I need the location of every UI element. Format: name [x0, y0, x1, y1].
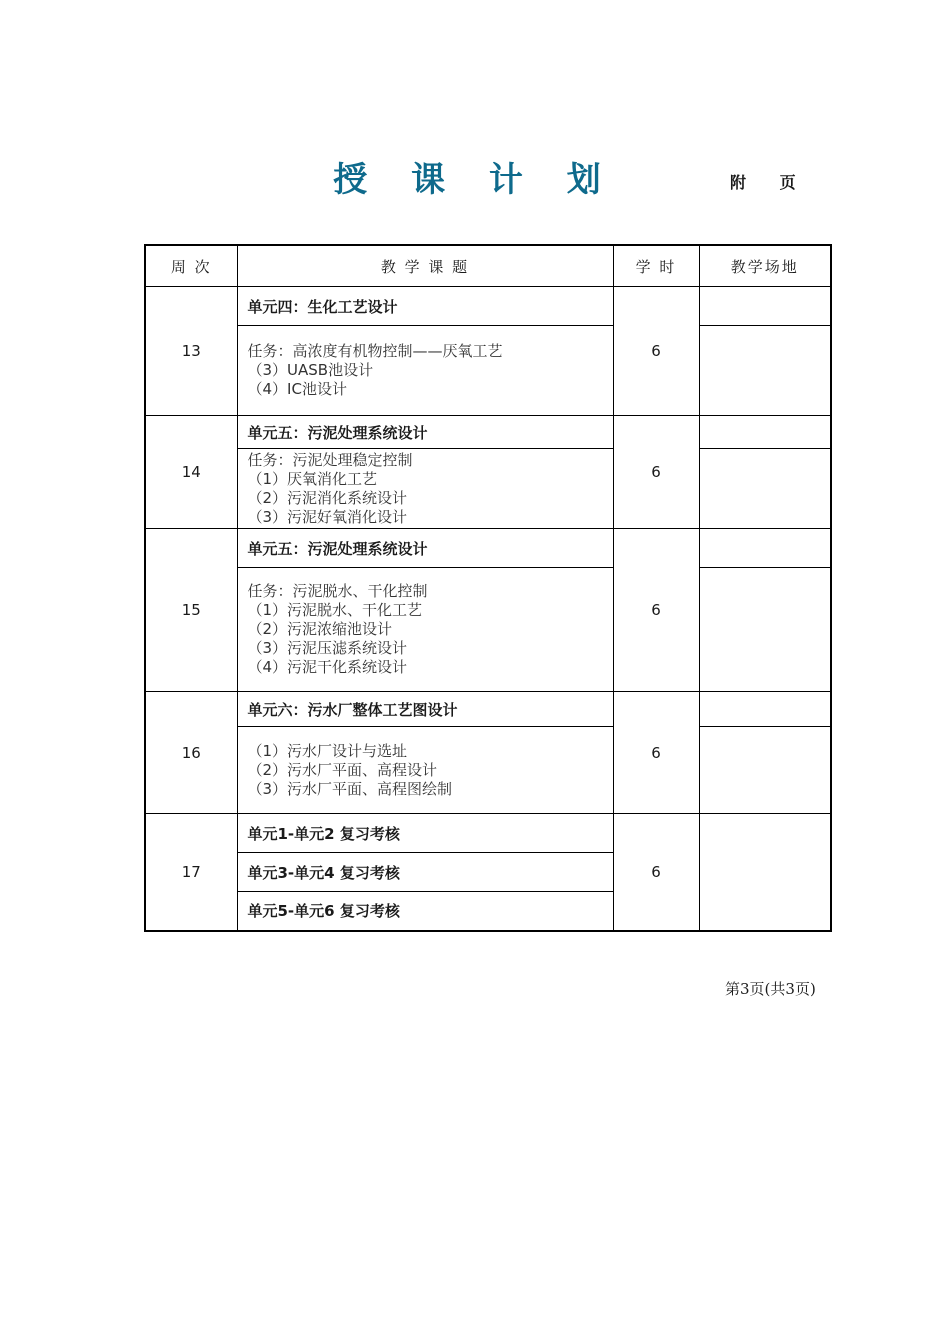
task-line: 任务：污泥处理稳定控制 — [247, 450, 413, 469]
hours-cell: 6 — [613, 529, 699, 692]
task-line: （1）厌氧消化工艺 — [247, 469, 378, 488]
table-row — [145, 529, 831, 568]
review-item: 单元5-单元6 复习考核 — [237, 892, 613, 931]
task-line: （3）污泥好氧消化设计 — [247, 507, 408, 526]
table-row — [145, 449, 831, 529]
table-row — [145, 727, 831, 814]
task-line: （2）污水厂平面、高程设计 — [247, 760, 438, 779]
task-line: （1）污水厂设计与选址 — [247, 741, 408, 760]
task-line: （3）污泥压滤系统设计 — [247, 639, 408, 657]
unit-title: 单元五：污泥处理系统设计 — [237, 416, 613, 449]
review-item: 单元3-单元4 复习考核 — [237, 853, 613, 892]
venue-cell — [699, 814, 831, 931]
venue-cell — [699, 287, 831, 326]
table-row — [145, 326, 831, 416]
venue-cell — [699, 416, 831, 449]
table-row — [145, 692, 831, 727]
week-cell: 15 — [145, 529, 237, 692]
task-line: 任务：高浓度有机物控制——厌氧工艺 — [247, 342, 503, 360]
task-cell — [237, 568, 613, 692]
task-line: （4）污泥干化系统设计 — [247, 658, 408, 676]
task-line: （1）污泥脱水、干化工艺 — [247, 601, 423, 619]
task-cell — [237, 449, 613, 529]
task-line: （3）污水厂平面、高程图绘制 — [247, 779, 453, 798]
header-hours: 学 时 — [613, 245, 699, 287]
header-week: 周 次 — [145, 245, 237, 287]
task-line: （2）污泥浓缩池设计 — [247, 620, 393, 638]
hours-cell: 6 — [613, 814, 699, 931]
task-cell — [237, 326, 613, 416]
venue-cell — [699, 568, 831, 692]
unit-title: 单元四：生化工艺设计 — [237, 287, 613, 326]
header-venue: 教学场地 — [699, 245, 831, 287]
week-cell: 17 — [145, 814, 237, 931]
page-number: 第3页(共3页) — [725, 980, 816, 998]
task-line: 任务：污泥脱水、干化控制 — [247, 582, 428, 600]
table-row — [145, 416, 831, 449]
table-header-row — [145, 245, 831, 287]
hours-cell: 6 — [613, 416, 699, 529]
week-cell: 16 — [145, 692, 237, 814]
table-row — [145, 287, 831, 326]
task-line: （2）污泥消化系统设计 — [247, 488, 408, 507]
unit-title: 单元五：污泥处理系统设计 — [237, 529, 613, 568]
venue-cell — [699, 529, 831, 568]
hours-cell: 6 — [613, 287, 699, 416]
venue-cell — [699, 692, 831, 727]
venue-cell — [699, 326, 831, 416]
venue-cell — [699, 727, 831, 814]
task-line: （3）UASB池设计 — [247, 361, 374, 379]
task-line: （4）IC池设计 — [247, 380, 347, 398]
header-topic: 教 学 课 题 — [237, 245, 613, 287]
unit-title: 单元六：污水厂整体工艺图设计 — [237, 692, 613, 727]
hours-cell: 6 — [613, 692, 699, 814]
venue-cell — [699, 449, 831, 529]
table-row — [145, 568, 831, 692]
schedule-table — [144, 244, 830, 932]
task-cell — [237, 727, 613, 814]
review-item: 单元1-单元2 复习考核 — [237, 814, 613, 853]
page-title: 授 课 计 划 — [333, 160, 617, 200]
table-row — [145, 814, 831, 853]
week-cell: 14 — [145, 416, 237, 529]
week-cell: 13 — [145, 287, 237, 416]
appendix-label: 附 页 — [730, 173, 810, 192]
